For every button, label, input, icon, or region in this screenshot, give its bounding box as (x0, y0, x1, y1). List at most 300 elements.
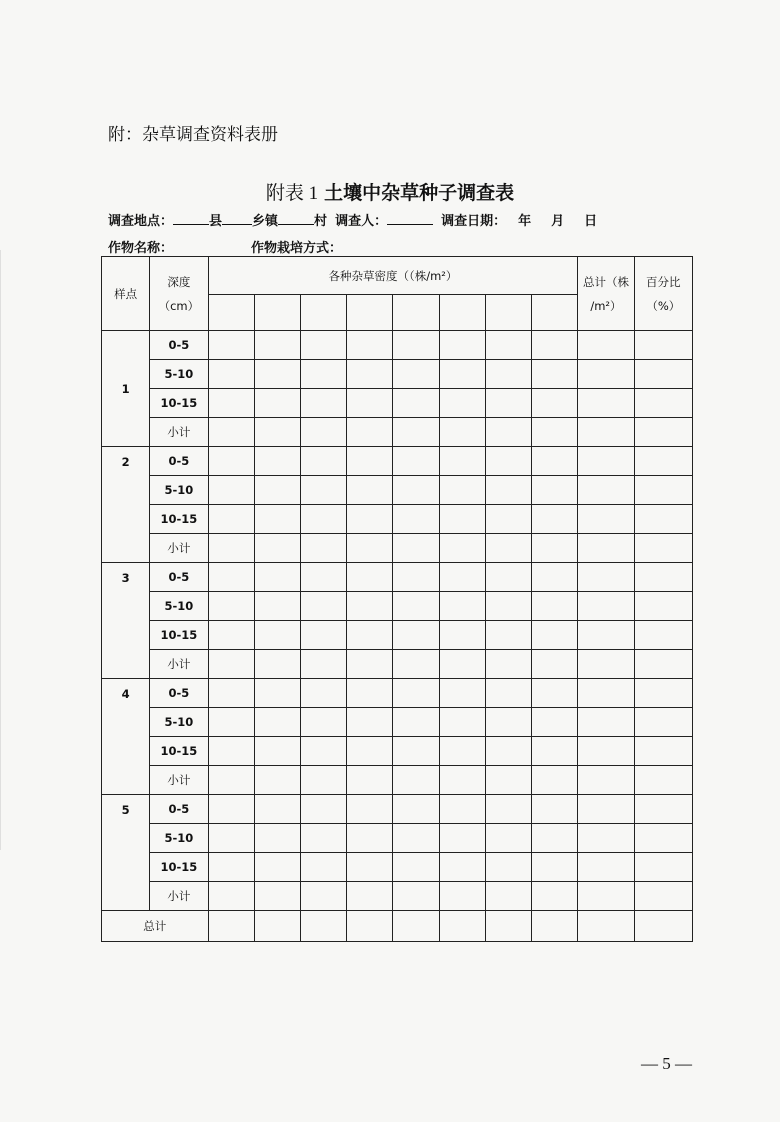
data-cell[interactable] (208, 447, 254, 476)
county-label: 县 (209, 214, 223, 229)
data-cell[interactable] (532, 650, 578, 679)
table-row (102, 650, 693, 679)
data-cell[interactable] (347, 679, 393, 708)
data-cell[interactable] (485, 563, 531, 592)
depth-cell: 小计 (150, 882, 208, 911)
data-cell[interactable] (254, 882, 300, 911)
data-cell[interactable] (254, 621, 300, 650)
data-cell[interactable] (347, 592, 393, 621)
data-cell[interactable] (347, 621, 393, 650)
data-cell[interactable] (393, 476, 439, 505)
table-row (102, 882, 693, 911)
crop-label: 作物名称： (108, 241, 174, 256)
data-cell[interactable] (300, 331, 346, 360)
table-row (102, 795, 693, 824)
table-row (102, 737, 693, 766)
data-cell[interactable] (439, 331, 485, 360)
data-cell[interactable] (393, 650, 439, 679)
data-cell[interactable] (485, 708, 531, 737)
header-total-line2: /m²） (590, 298, 622, 313)
data-cell[interactable] (485, 389, 531, 418)
weed-column-blank (300, 295, 346, 331)
data-cell[interactable] (578, 389, 634, 418)
data-cell[interactable] (485, 911, 531, 942)
data-cell[interactable] (634, 418, 692, 447)
data-cell[interactable] (208, 331, 254, 360)
scan-edge (0, 250, 7, 850)
data-cell[interactable] (485, 679, 531, 708)
sample-point-cell: 5 (102, 795, 150, 911)
data-cell[interactable] (208, 853, 254, 882)
data-cell[interactable] (532, 418, 578, 447)
data-cell[interactable] (347, 534, 393, 563)
data-cell[interactable] (634, 737, 692, 766)
data-cell[interactable] (208, 737, 254, 766)
data-cell[interactable] (393, 563, 439, 592)
data-cell[interactable] (300, 824, 346, 853)
data-cell[interactable] (532, 360, 578, 389)
data-cell[interactable] (208, 476, 254, 505)
data-cell[interactable] (208, 389, 254, 418)
data-cell[interactable] (393, 418, 439, 447)
data-cell[interactable] (300, 360, 346, 389)
data-cell[interactable] (208, 534, 254, 563)
data-cell[interactable] (578, 679, 634, 708)
data-cell[interactable] (634, 795, 692, 824)
weed-column-blank (347, 295, 393, 331)
data-cell[interactable] (578, 766, 634, 795)
data-cell[interactable] (254, 360, 300, 389)
weed-column-blank (208, 295, 254, 331)
info-line-location (108, 210, 597, 229)
data-cell[interactable] (300, 592, 346, 621)
data-cell[interactable] (578, 737, 634, 766)
data-cell[interactable] (393, 360, 439, 389)
data-cell[interactable] (439, 418, 485, 447)
depth-cell: 5-10 (150, 824, 208, 853)
data-cell[interactable] (532, 447, 578, 476)
data-cell[interactable] (634, 592, 692, 621)
header-sample-point: 样点 (102, 257, 150, 331)
depth-cell: 5-10 (150, 592, 208, 621)
data-cell[interactable] (439, 447, 485, 476)
data-cell[interactable] (634, 853, 692, 882)
data-cell[interactable] (485, 853, 531, 882)
date-label: 调查日期： (441, 214, 507, 229)
county-blank (173, 212, 209, 225)
data-cell[interactable] (634, 331, 692, 360)
investigator-label: 调查人： (335, 214, 388, 229)
data-cell[interactable] (578, 331, 634, 360)
page-number: — 5 — (641, 1054, 692, 1073)
village-blank (278, 212, 314, 225)
table-row (102, 679, 693, 708)
data-cell[interactable] (532, 882, 578, 911)
investigator-blank (387, 212, 433, 225)
location-label: 调查地点： (108, 214, 174, 229)
table-row (102, 505, 693, 534)
sample-point-cell: 3 (102, 563, 150, 679)
data-cell[interactable] (254, 911, 300, 942)
header-percent-line2: （%） (646, 298, 681, 313)
header-percent (634, 257, 692, 331)
data-cell[interactable] (254, 476, 300, 505)
info-line-crop (108, 237, 342, 256)
header-depth (150, 257, 208, 331)
data-cell[interactable] (532, 766, 578, 795)
data-cell[interactable] (578, 563, 634, 592)
data-cell[interactable] (347, 447, 393, 476)
data-cell[interactable] (439, 389, 485, 418)
data-cell[interactable] (532, 476, 578, 505)
data-cell[interactable] (300, 621, 346, 650)
data-cell[interactable] (300, 389, 346, 418)
data-cell[interactable] (300, 534, 346, 563)
data-cell[interactable] (254, 824, 300, 853)
data-cell[interactable] (485, 882, 531, 911)
data-cell[interactable] (254, 795, 300, 824)
table-row (102, 418, 693, 447)
data-cell[interactable] (208, 592, 254, 621)
data-cell[interactable] (485, 650, 531, 679)
data-cell[interactable] (578, 360, 634, 389)
data-cell[interactable] (485, 476, 531, 505)
data-cell[interactable] (634, 389, 692, 418)
data-cell[interactable] (208, 708, 254, 737)
depth-cell: 5-10 (150, 708, 208, 737)
data-cell[interactable] (208, 911, 254, 942)
data-cell[interactable] (634, 650, 692, 679)
data-cell[interactable] (634, 360, 692, 389)
data-cell[interactable] (634, 766, 692, 795)
data-cell[interactable] (300, 476, 346, 505)
table-title (0, 178, 780, 205)
data-cell[interactable] (300, 737, 346, 766)
data-cell[interactable] (300, 766, 346, 795)
weed-column-blank (393, 295, 439, 331)
data-cell[interactable] (393, 911, 439, 942)
data-cell[interactable] (254, 766, 300, 795)
depth-cell: 0-5 (150, 679, 208, 708)
data-cell[interactable] (254, 650, 300, 679)
data-cell[interactable] (439, 824, 485, 853)
data-cell[interactable] (634, 534, 692, 563)
data-cell[interactable] (300, 795, 346, 824)
data-cell[interactable] (634, 563, 692, 592)
data-cell[interactable] (347, 505, 393, 534)
data-cell[interactable] (254, 447, 300, 476)
grand-total-label: 总计 (102, 911, 209, 942)
table-row (102, 766, 693, 795)
data-cell[interactable] (208, 824, 254, 853)
data-cell[interactable] (208, 795, 254, 824)
data-cell[interactable] (532, 563, 578, 592)
data-cell[interactable] (393, 447, 439, 476)
header-depth-line1: 深度 (167, 274, 191, 289)
data-cell[interactable] (393, 824, 439, 853)
day-label: 日 (584, 214, 598, 229)
weed-column-blank (439, 295, 485, 331)
data-cell[interactable] (485, 534, 531, 563)
data-cell[interactable] (208, 766, 254, 795)
village-label: 村 (314, 214, 328, 229)
month-label: 月 (551, 214, 565, 229)
data-cell[interactable] (347, 331, 393, 360)
data-cell[interactable] (578, 708, 634, 737)
table-row (102, 389, 693, 418)
data-cell[interactable] (393, 592, 439, 621)
data-cell[interactable] (208, 418, 254, 447)
data-cell[interactable] (347, 911, 393, 942)
data-cell[interactable] (439, 737, 485, 766)
table-row (102, 360, 693, 389)
data-cell[interactable] (578, 650, 634, 679)
data-cell[interactable] (439, 360, 485, 389)
data-cell[interactable] (393, 766, 439, 795)
sample-point-cell: 2 (102, 447, 150, 563)
data-cell[interactable] (485, 766, 531, 795)
data-cell[interactable] (300, 650, 346, 679)
data-cell[interactable] (254, 679, 300, 708)
data-cell[interactable] (393, 679, 439, 708)
data-cell[interactable] (300, 853, 346, 882)
table-row (102, 476, 693, 505)
data-cell[interactable] (485, 505, 531, 534)
data-cell[interactable] (439, 679, 485, 708)
data-cell[interactable] (578, 795, 634, 824)
data-cell[interactable] (208, 360, 254, 389)
data-cell[interactable] (485, 360, 531, 389)
data-cell[interactable] (393, 795, 439, 824)
data-cell[interactable] (393, 505, 439, 534)
data-cell[interactable] (393, 621, 439, 650)
data-cell[interactable] (439, 505, 485, 534)
data-cell[interactable] (254, 853, 300, 882)
data-cell[interactable] (439, 853, 485, 882)
depth-cell: 10-15 (150, 505, 208, 534)
data-cell[interactable] (393, 853, 439, 882)
data-cell[interactable] (532, 621, 578, 650)
data-cell[interactable] (254, 331, 300, 360)
data-cell[interactable] (300, 708, 346, 737)
cultivation-label: 作物栽培方式： (251, 241, 343, 256)
data-cell[interactable] (254, 534, 300, 563)
data-cell[interactable] (578, 418, 634, 447)
header-percent-line1: 百分比 (646, 274, 681, 289)
depth-cell: 5-10 (150, 476, 208, 505)
data-cell[interactable] (347, 360, 393, 389)
data-cell[interactable] (393, 534, 439, 563)
table-row (102, 621, 693, 650)
data-cell[interactable] (578, 882, 634, 911)
data-cell[interactable] (347, 708, 393, 737)
data-cell[interactable] (393, 708, 439, 737)
data-cell[interactable] (393, 389, 439, 418)
data-cell[interactable] (578, 592, 634, 621)
data-cell[interactable] (254, 418, 300, 447)
data-cell[interactable] (485, 331, 531, 360)
data-cell[interactable] (532, 679, 578, 708)
attachment-title: 附：杂草调查资料表册 (108, 125, 278, 145)
data-cell[interactable] (347, 737, 393, 766)
data-cell[interactable] (393, 737, 439, 766)
table-row (102, 563, 693, 592)
data-cell[interactable] (208, 650, 254, 679)
data-cell[interactable] (393, 331, 439, 360)
table-row (102, 331, 693, 360)
data-cell[interactable] (532, 331, 578, 360)
table-title-prefix: 附表 1 (265, 183, 319, 204)
data-cell[interactable] (208, 505, 254, 534)
grand-total-row (102, 911, 693, 942)
township-label: 乡镇 (252, 214, 279, 229)
data-cell[interactable] (578, 621, 634, 650)
data-cell[interactable] (485, 447, 531, 476)
sample-point-cell: 4 (102, 679, 150, 795)
data-cell[interactable] (254, 389, 300, 418)
data-cell[interactable] (254, 708, 300, 737)
data-cell[interactable] (634, 476, 692, 505)
data-cell[interactable] (485, 621, 531, 650)
depth-cell: 0-5 (150, 447, 208, 476)
township-blank (222, 212, 252, 225)
depth-cell: 0-5 (150, 331, 208, 360)
weed-column-blank (532, 295, 578, 331)
data-cell[interactable] (578, 824, 634, 853)
data-cell[interactable] (634, 447, 692, 476)
data-cell[interactable] (485, 592, 531, 621)
data-cell[interactable] (439, 766, 485, 795)
data-cell[interactable] (347, 795, 393, 824)
weed-column-blank (485, 295, 531, 331)
table-row (102, 853, 693, 882)
data-cell[interactable] (485, 737, 531, 766)
header-total-line1: 总计（株 (582, 274, 629, 289)
depth-cell: 小计 (150, 534, 208, 563)
table-row (102, 592, 693, 621)
data-cell[interactable] (300, 911, 346, 942)
data-cell[interactable] (532, 911, 578, 942)
data-cell[interactable] (300, 563, 346, 592)
data-cell[interactable] (208, 621, 254, 650)
data-cell[interactable] (532, 708, 578, 737)
data-cell[interactable] (532, 389, 578, 418)
data-cell[interactable] (439, 563, 485, 592)
data-cell[interactable] (347, 476, 393, 505)
data-cell[interactable] (578, 534, 634, 563)
data-cell[interactable] (208, 882, 254, 911)
data-cell[interactable] (393, 882, 439, 911)
data-cell[interactable] (578, 853, 634, 882)
data-cell[interactable] (347, 824, 393, 853)
data-cell[interactable] (347, 418, 393, 447)
table-row (102, 534, 693, 563)
header-weed-density: 各种杂草密度（（株/m²） (208, 257, 578, 295)
data-cell[interactable] (300, 505, 346, 534)
depth-cell: 小计 (150, 650, 208, 679)
data-cell[interactable] (532, 505, 578, 534)
data-cell[interactable] (439, 882, 485, 911)
data-cell[interactable] (578, 505, 634, 534)
data-cell[interactable] (485, 418, 531, 447)
data-cell[interactable] (578, 476, 634, 505)
data-cell[interactable] (300, 447, 346, 476)
weed-seed-survey-table (101, 256, 693, 942)
data-cell[interactable] (634, 621, 692, 650)
data-cell[interactable] (634, 911, 692, 942)
data-cell[interactable] (254, 505, 300, 534)
data-cell[interactable] (634, 882, 692, 911)
data-cell[interactable] (439, 911, 485, 942)
data-cell[interactable] (254, 592, 300, 621)
data-cell[interactable] (254, 563, 300, 592)
data-cell[interactable] (578, 447, 634, 476)
data-cell[interactable] (208, 679, 254, 708)
data-cell[interactable] (439, 592, 485, 621)
depth-cell: 0-5 (150, 795, 208, 824)
depth-cell: 5-10 (150, 360, 208, 389)
data-cell[interactable] (300, 882, 346, 911)
data-cell[interactable] (532, 824, 578, 853)
data-cell[interactable] (532, 592, 578, 621)
data-cell[interactable] (634, 708, 692, 737)
data-cell[interactable] (578, 911, 634, 942)
table-row (102, 824, 693, 853)
depth-cell: 10-15 (150, 621, 208, 650)
data-cell[interactable] (347, 766, 393, 795)
data-cell[interactable] (254, 737, 300, 766)
sample-point-cell: 1 (102, 331, 150, 447)
data-cell[interactable] (300, 418, 346, 447)
table-row (102, 447, 693, 476)
header-total (578, 257, 634, 331)
data-cell[interactable] (347, 389, 393, 418)
data-cell[interactable] (634, 679, 692, 708)
data-cell[interactable] (208, 563, 254, 592)
depth-cell: 0-5 (150, 563, 208, 592)
data-cell[interactable] (439, 476, 485, 505)
depth-cell: 10-15 (150, 737, 208, 766)
depth-cell: 10-15 (150, 389, 208, 418)
weed-column-blank (254, 295, 300, 331)
header-depth-line2: （cm） (158, 298, 200, 313)
data-cell[interactable] (485, 824, 531, 853)
data-cell[interactable] (532, 737, 578, 766)
data-cell[interactable] (439, 534, 485, 563)
data-cell[interactable] (634, 824, 692, 853)
table-row (102, 708, 693, 737)
data-cell[interactable] (439, 795, 485, 824)
data-cell[interactable] (300, 679, 346, 708)
depth-cell: 小计 (150, 766, 208, 795)
data-cell[interactable] (347, 650, 393, 679)
year-label: 年 (518, 214, 532, 229)
table-title-main: 土壤中杂草种子调查表 (324, 182, 515, 204)
data-cell[interactable] (439, 708, 485, 737)
data-cell[interactable] (347, 563, 393, 592)
data-cell[interactable] (532, 534, 578, 563)
data-cell[interactable] (532, 795, 578, 824)
data-cell[interactable] (347, 882, 393, 911)
data-cell[interactable] (532, 853, 578, 882)
header-row-1 (102, 257, 693, 295)
data-cell[interactable] (347, 853, 393, 882)
data-cell[interactable] (485, 795, 531, 824)
data-cell[interactable] (439, 650, 485, 679)
data-cell[interactable] (439, 621, 485, 650)
depth-cell: 小计 (150, 418, 208, 447)
data-cell[interactable] (634, 505, 692, 534)
